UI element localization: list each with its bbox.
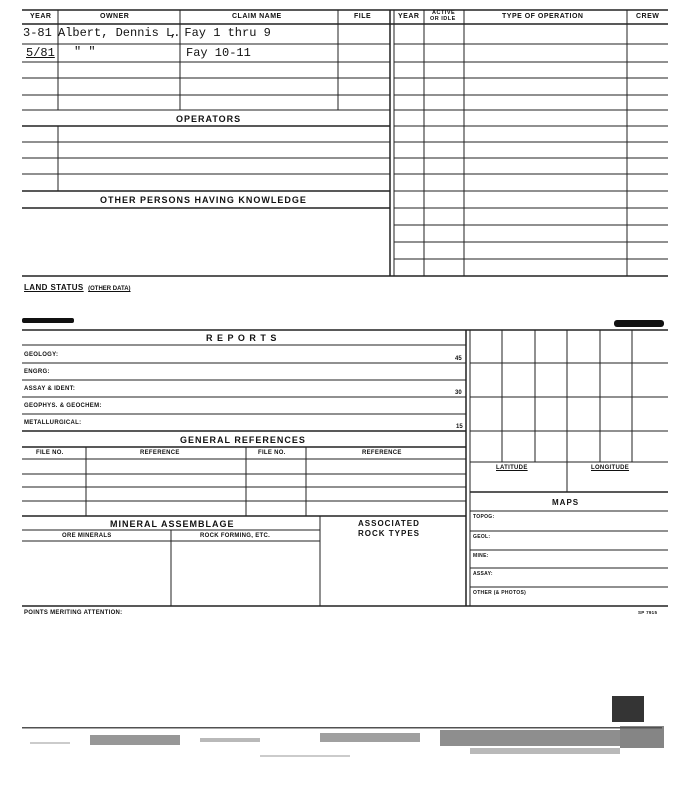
maps-topog-label: TOPOG:	[473, 514, 495, 520]
maps-mine-label: MINE:	[473, 553, 489, 559]
report-label-geophys: GEOPHYS. & GEOCHEM:	[24, 403, 102, 409]
points-meriting-attention-label: POINTS MERITING ATTENTION:	[24, 610, 123, 616]
maps-geol-label: GEOL:	[473, 534, 491, 540]
maps-assay-label: ASSAY:	[473, 571, 493, 577]
owner-row-1-owner: Albert, Dennis L.	[58, 26, 181, 40]
associated-rock-types-line1: ASSOCIATED	[358, 519, 420, 528]
col-header-crew: CREW	[636, 13, 660, 20]
mineral-ore-header: ORE MINERALS	[62, 533, 112, 539]
report-number-geology: 45	[455, 356, 462, 362]
report-label-metallurgical: METALLURGICAL:	[24, 420, 82, 426]
ref-header-file-no-2: FILE NO.	[258, 450, 286, 456]
ref-header-file-no-1: FILE NO.	[36, 450, 64, 456]
col-header-file: FILE	[354, 13, 372, 20]
owner-row-2-claim: Fay 10-11	[186, 46, 251, 60]
col-header-active-line2: OR IDLE	[430, 16, 456, 22]
land-status-label: LAND STATUS	[24, 283, 84, 292]
longitude-label: LONGITUDE	[591, 465, 630, 471]
mineral-rock-forming-header: ROCK FORMING, ETC.	[200, 533, 271, 539]
ref-header-reference-1: REFERENCE	[140, 450, 180, 456]
col-header-owner: OWNER	[100, 13, 130, 20]
land-status-sub: (OTHER DATA)	[88, 286, 131, 292]
report-number-assay: 30	[455, 390, 462, 396]
owner-row-1-claim: , Fay 1 thru 9	[170, 26, 271, 40]
report-label-assay: ASSAY & IDENT:	[24, 386, 76, 392]
ref-header-reference-2: REFERENCE	[362, 450, 402, 456]
owner-row-2-year: 5/81	[26, 46, 55, 60]
owner-row-1-year: 3-81	[23, 26, 52, 40]
other-persons-heading: OTHER PERSONS HAVING KNOWLEDGE	[100, 195, 307, 205]
col-header-type-of-operation: TYPE OF OPERATION	[502, 13, 584, 20]
report-label-engrg: ENGRG:	[24, 369, 50, 375]
maps-other-label: OTHER (& PHOTOS)	[473, 590, 527, 596]
report-label-geology: GEOLOGY:	[24, 352, 59, 358]
owner-row-2-owner: " "	[74, 45, 96, 59]
col-header-year: YEAR	[30, 13, 52, 20]
maps-heading: MAPS	[552, 498, 580, 507]
general-references-heading: GENERAL REFERENCES	[180, 435, 306, 445]
associated-rock-types-line2: ROCK TYPES	[358, 529, 421, 538]
reports-heading: R E P O R T S	[206, 333, 278, 343]
latitude-label: LATITUDE	[496, 465, 528, 471]
land-status-heading	[24, 277, 131, 295]
mineral-assemblage-heading: MINERAL ASSEMBLAGE	[110, 519, 235, 529]
form-number: SP 7915	[638, 610, 658, 615]
col-header-year-right: YEAR	[398, 13, 420, 20]
report-number-metallurgical: 15	[456, 424, 463, 430]
col-header-active-line1: ACTIVE	[432, 10, 456, 16]
col-header-claim-name: CLAIM NAME	[232, 13, 282, 20]
operators-heading: OPERATORS	[176, 114, 242, 124]
